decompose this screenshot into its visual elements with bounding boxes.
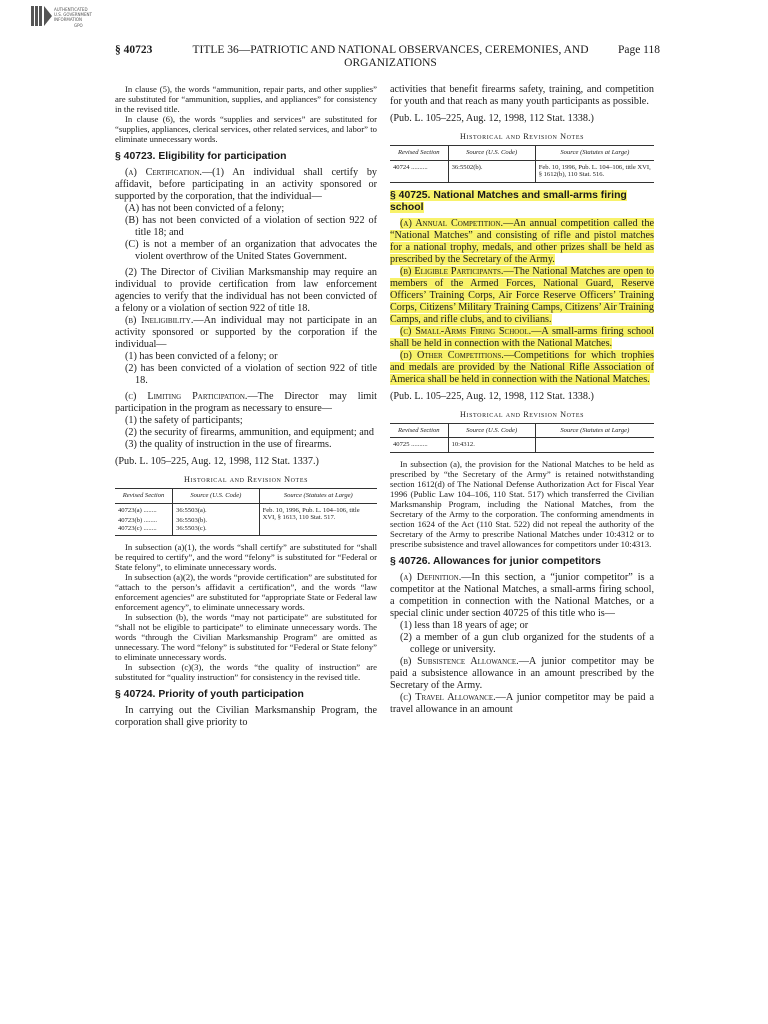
svg-text:U.S. GOVERNMENT: U.S. GOVERNMENT xyxy=(54,12,92,17)
table-cell: Feb. 10, 1996, Pub. L. 104–106, title XVI, § 1613, 110 Stat. 517. xyxy=(259,503,377,535)
table-header: Source (Statutes at Large) xyxy=(259,489,377,503)
table-row xyxy=(390,438,654,452)
notes-heading: Historical and Revision Notes xyxy=(459,409,585,419)
subsection-b: (b) Eligible Participants.—The National Matches are open to members of the Armed Forces, National Guard, Reserve Officers’ Training Corps, Air Force Reserve Officers’ Training Corps, Citizens’ Military Training Camps, Citizens’ Air Training Camps, and rifle clubs, and to civilians. xyxy=(390,265,654,325)
svg-text:INFORMATION: INFORMATION xyxy=(54,17,83,22)
revision-note: In subsection (c)(3), the words “the quality of instruction” are substituted for “quality instruction” for consistency in the revised title. xyxy=(115,661,377,682)
revision-note: In subsection (a)(1), the words “shall certify” are substituted for “shall be required to certify”, and the word “felony” is substituted for “Federal or State felony”, to eliminate unnecessary words. xyxy=(115,541,377,572)
table-cell: 10:4312. xyxy=(448,438,535,452)
header-title: TITLE 36—PATRIOTIC AND NATIONAL OBSERVANCES, CEREMONIES, AND ORGANIZATIONS xyxy=(192,44,589,69)
list-item: (2) the security of firearms, ammunition, and equipment; and xyxy=(125,427,374,438)
table-cell: 40723(a) ........ xyxy=(118,506,157,514)
statute-citation: (Pub. L. 105–225, Aug. 12, 1998, 112 Stat. 1338.) xyxy=(390,390,594,402)
statute-citation: (Pub. L. 105–225, Aug. 12, 1998, 112 Stat. 1337.) xyxy=(115,456,319,467)
subsection-a: (a) Definition.—In this section, a “junior competitor” is a competitor at the National Matches, a small-arms firing school, a competition in connection with the National Matches, or a special clinic under section 40725 of this title who is— xyxy=(390,571,654,619)
svg-text:AUTHENTICATED: AUTHENTICATED xyxy=(54,7,88,12)
subsection-c: (c) Limiting Participation.—The Director may limit participation in the program as necessary to ensure— xyxy=(115,391,377,414)
section-40724-text: In carrying out the Civilian Marksmanship Program, the corporation shall give priority to xyxy=(115,704,377,728)
list-item: (1) has been convicted of a felony; or xyxy=(125,351,278,362)
table-header: Source (U.S. Code) xyxy=(448,423,535,437)
table-row xyxy=(390,160,654,182)
table-header: Source (Statutes at Large) xyxy=(535,146,654,160)
table-cell xyxy=(535,438,654,452)
table-header: Source (Statutes at Large) xyxy=(535,423,654,437)
table-cell: 40723(b) ........ xyxy=(118,517,158,525)
section-heading-40724: § 40724. Priority of youth participation xyxy=(115,688,304,700)
table-cell: Feb. 10, 1996, Pub. L. 104–106, title XVI, § 1612(b), 110 Stat. 516. xyxy=(535,160,654,182)
subsection-a: (a) Annual Competition.—An annual competition called the “National Matches” and consisting of rifle and pistol matches for a national trophy, medals, and other prizes shall be held as prescribed by the Secretary of the Army. xyxy=(390,217,654,265)
revision-note: In subsection (a), the provision for the National Matches to be held as prescribed by “the Secretary of the Army” is retained notwithstanding section 1612(d) of The National Defense Authorization Act for Fiscal Year 1996 (Public Law 104–106, 110 Stat. 517) which transferred the Civilian Marksmanship Program, including the National Matches, from the Secretary of the Army to the corporation. The conforming amendments in section 1624 of the Act (110 Stat. 522) did not repeal the authority of the Secretary of the Army to prescribe National Matches under 10:4312 or to prescribe subsistence and travel allowances for competitors under 10:4313. xyxy=(390,458,654,549)
source-table xyxy=(390,423,654,453)
source-table xyxy=(390,145,654,182)
list-item: (B) has not been convicted of a violation of section 922 of title 18; and xyxy=(125,215,377,238)
paragraph-a2: (2) The Director of Civilian Marksmanship may require an individual to provide certification from law enforcement agencies to verify that the individual has not been convicted of a felony or a violation of section 922 of title 18. xyxy=(115,267,377,314)
table-cell: 36:5503(b). xyxy=(173,517,259,524)
notes-heading: Historical and Revision Notes xyxy=(183,475,309,484)
list-item: (C) is not a member of an organization that advocates the violent overthrow of the United States Government. xyxy=(125,239,377,262)
subsection-b: (b) Subsistence Allowance.—A junior competitor may be paid a subsistence allowance in an amount prescribed by the Secretary of the Army. xyxy=(390,655,654,691)
source-table xyxy=(115,488,377,536)
subsection-b: (b) Ineligibility.—An individual may not participate in an activity sponsored or supported by the corporation if the individual— xyxy=(115,315,377,350)
list-item: (2) has been convicted of a violation of section 922 of title 18. xyxy=(125,363,377,386)
table-header: Source (U.S. Code) xyxy=(173,489,259,503)
list-item: (A) has not been convicted of a felony; xyxy=(125,203,285,214)
table-cell: 36:5503(a). xyxy=(173,503,259,517)
table-cell: 36:5503(c). xyxy=(173,525,259,536)
right-column xyxy=(390,84,654,716)
revision-note: In clause (6), the words “supplies and services” are substituted for “supplies, appliances, clerical services, other related services, and labor” to eliminate unnecessary words. xyxy=(115,114,377,144)
header-section-number: § 40723 xyxy=(115,44,153,56)
list-item: (1) the safety of participants; xyxy=(125,415,243,426)
revision-note: In subsection (b), the words “may not participate” are substituted for “shall not be eligible to participate” to eliminate unnecessary words. The words “through the Civilian Marksmanship Program” are omitted as unnecessary. The word “felony” is substituted for “Federal or State felony” to eliminate unnecessary words. xyxy=(115,611,377,662)
table-header: Revised Section xyxy=(390,146,448,160)
table-cell: 40723(c) ........ xyxy=(115,525,173,536)
left-column xyxy=(115,84,377,729)
table-header: Revised Section xyxy=(115,489,173,503)
table-header: Revised Section xyxy=(390,423,448,437)
section-40724-continued: activities that benefit firearms safety, training, and competition for youth and that reach as many youth participants as possible. xyxy=(390,84,654,107)
section-heading-40723: § 40723. Eligibility for participation xyxy=(115,151,287,162)
list-item: (1) less than 18 years of age; or xyxy=(400,619,529,631)
section-heading-40725: § 40725. National Matches and small-arms firing school xyxy=(390,189,627,213)
revision-note: In clause (5), the words “ammunition, repair parts, and other supplies” are substituted for “ammunition, supplies, and appliances” for consistency in the revised title. xyxy=(115,84,377,114)
list-item: (3) the quality of instruction in the use of firearms. xyxy=(125,439,332,450)
notes-heading: Historical and Revision Notes xyxy=(459,132,585,141)
table-cell: 40725 .......... xyxy=(390,438,448,452)
statute-citation: (Pub. L. 105–225, Aug. 12, 1998, 112 Stat. 1338.) xyxy=(390,113,594,124)
header-page-number: Page 118 xyxy=(617,44,660,56)
section-heading-40726: § 40726. Allowances for junior competitors xyxy=(390,555,601,567)
revision-note: In subsection (a)(2), the words “provide certification” are substituted for “attach to the person’s affidavit a certification”, and the words “law enforcement agencies” are substituted for “appropriate State or Federal law enforcement agency”, to eliminate unnecessary words. xyxy=(115,571,377,612)
gpo-authentication-seal xyxy=(30,4,94,30)
subsection-a: (a) Certification.—(1) An individual shall certify by affidavit, before participating in an activity sponsored or supported by the corporation, that the individual— xyxy=(115,167,378,202)
subsection-d: (d) Other Competitions.—Competitions for which trophies and medals are provided by the National Rifle Association of America shall be held in connection with the National Matches. xyxy=(390,349,654,385)
svg-text:GPO: GPO xyxy=(74,23,83,28)
table-cell: 36:5502(b). xyxy=(448,160,535,182)
subsection-c: (c) Travel Allowance.—A junior competitor may be paid a travel allowance in an amount xyxy=(390,691,654,715)
list-item: (2) a member of a gun club organized for the students of a college or university. xyxy=(400,631,654,655)
table-header: Source (U.S. Code) xyxy=(448,146,535,160)
table-row xyxy=(115,503,377,517)
subsection-c: (c) Small-Arms Firing School.—A small-arms firing school shall be held in connection with the National Matches. xyxy=(390,325,654,349)
table-cell: 40724 .......... xyxy=(390,160,448,182)
